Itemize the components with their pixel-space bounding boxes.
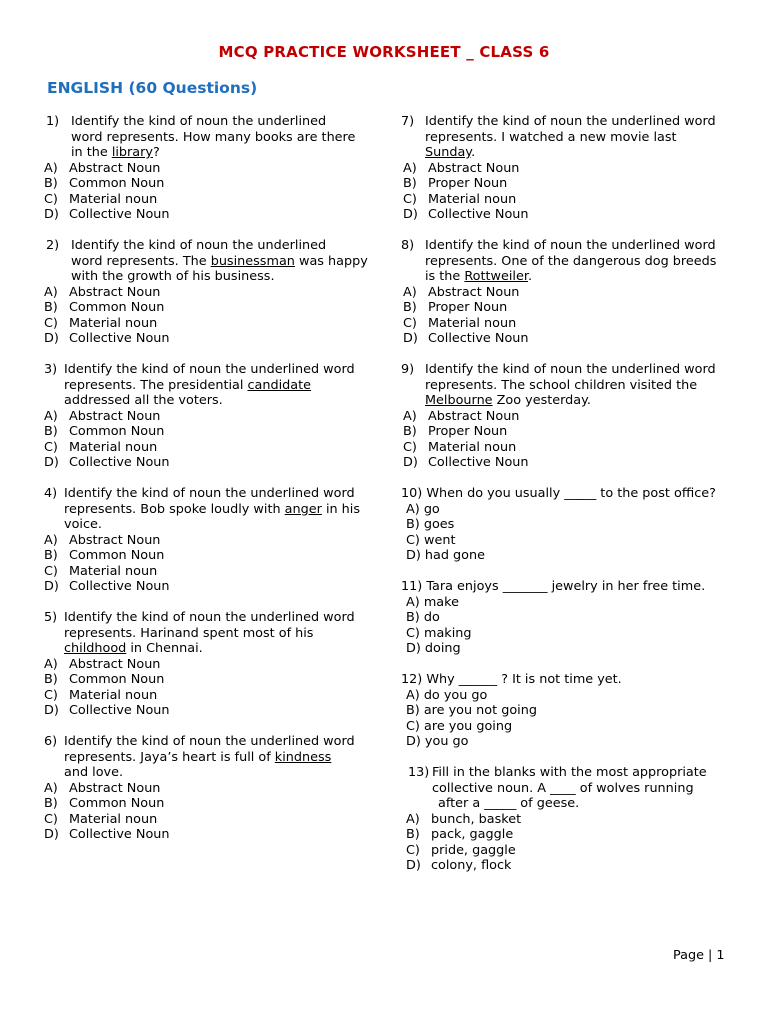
option-letter: A) xyxy=(403,408,417,424)
option-d: Collective Noun xyxy=(428,207,529,222)
underlined-word: Melbourne xyxy=(425,393,493,408)
page-title: MCQ PRACTICE WORKSHEET _ CLASS 6 xyxy=(218,43,550,61)
option-letter: D) xyxy=(44,703,59,718)
question-text: Identify the kind of noun the underlined word xyxy=(64,362,355,377)
question-text: . xyxy=(471,145,476,160)
question-text: Identify the kind of noun the underlined word xyxy=(425,362,716,377)
option-b: Common Noun xyxy=(69,672,165,687)
option-a: Abstract Noun xyxy=(69,656,161,672)
option-letter: B) xyxy=(44,796,58,811)
question-4 xyxy=(44,486,374,595)
option-d: Collective Noun xyxy=(428,455,529,470)
option-letter: C) xyxy=(403,191,417,207)
option-letter: D) xyxy=(403,455,418,470)
question-number: 4) xyxy=(44,486,58,501)
option-c: C) are you going xyxy=(406,718,513,734)
option-letter: D) xyxy=(44,331,59,346)
section-heading: ENGLISH (60 Questions) xyxy=(47,79,258,97)
question-number: 13) xyxy=(408,765,430,780)
question-text: and love. xyxy=(64,765,124,780)
option-letter: B) xyxy=(403,176,417,191)
option-c: Material noun xyxy=(69,563,158,579)
option-letter: C) xyxy=(44,687,58,703)
question-11 xyxy=(401,579,731,657)
question-text: 11) Tara enjoys _______ jewelry in her free time. xyxy=(401,579,706,594)
question-text: word represents. How many books are there xyxy=(71,129,356,145)
question-text: in his xyxy=(321,501,361,517)
option-a: Abstract Noun xyxy=(69,284,161,300)
question-number: 7) xyxy=(401,114,415,129)
option-c: Material noun xyxy=(69,315,158,331)
option-c: Material noun xyxy=(428,315,517,331)
question-text: in Chennai. xyxy=(126,641,203,656)
option-a: Abstract Noun xyxy=(428,408,520,424)
option-letter: C) xyxy=(406,842,420,858)
option-b: B) are you not going xyxy=(406,703,537,718)
option-letter: D) xyxy=(403,331,418,346)
option-d: Collective Noun xyxy=(69,455,170,470)
left-column xyxy=(44,114,374,858)
option-a: A) go xyxy=(406,501,440,517)
question-text: after a _____ of geese. xyxy=(438,796,580,811)
option-d: Collective Noun xyxy=(69,331,170,346)
option-letter: D) xyxy=(44,579,59,594)
question-13 xyxy=(401,765,731,874)
question-text: in the xyxy=(71,145,112,160)
question-text: represents. The presidential xyxy=(64,377,248,393)
question-text: Identify the kind of noun the underlined xyxy=(71,238,327,253)
option-letter: A) xyxy=(44,532,58,548)
question-text: Fill in the blanks with the most appropriate xyxy=(432,765,707,780)
option-letter: D) xyxy=(406,858,421,873)
underlined-word: anger xyxy=(284,501,322,517)
question-text: collective noun. A ____ of wolves running xyxy=(432,780,694,796)
option-letter: C) xyxy=(44,811,58,827)
question-10 xyxy=(401,486,731,564)
option-b: Proper Noun xyxy=(428,300,508,315)
question-7 xyxy=(401,114,731,223)
question-text: represents. One of the dangerous dog breeds xyxy=(425,253,717,269)
question-text: is the xyxy=(425,269,465,284)
option-c: C) making xyxy=(406,625,472,641)
option-letter: B) xyxy=(403,300,417,315)
underlined-word: Sunday xyxy=(425,145,472,160)
question-text: represents. The school children visited the xyxy=(425,377,698,393)
question-text: Identify the kind of noun the underlined word xyxy=(425,238,716,253)
question-text: represents. Harinand spent most of his xyxy=(64,625,314,641)
option-b: pack, gaggle xyxy=(431,827,514,842)
underlined-word: Rottweiler xyxy=(464,269,528,284)
option-a: Abstract Noun xyxy=(428,160,520,176)
question-5 xyxy=(44,610,374,719)
option-d: Collective Noun xyxy=(69,703,170,718)
option-d: Collective Noun xyxy=(69,207,170,222)
question-text: 12) Why ______ ? It is not time yet. xyxy=(401,672,622,687)
option-a: Abstract Noun xyxy=(69,160,161,176)
option-b: B) do xyxy=(406,610,440,625)
option-a: Abstract Noun xyxy=(69,780,161,796)
option-d: Collective Noun xyxy=(69,827,170,842)
option-letter: C) xyxy=(44,563,58,579)
option-letter: C) xyxy=(403,315,417,331)
option-b: Proper Noun xyxy=(428,424,508,439)
question-6 xyxy=(44,734,374,843)
option-d: colony, flock xyxy=(431,858,512,873)
option-letter: A) xyxy=(44,656,58,672)
option-letter: C) xyxy=(44,439,58,455)
question-number: 5) xyxy=(44,610,58,625)
question-12 xyxy=(401,672,731,750)
underlined-word: candidate xyxy=(247,377,312,393)
page-number: Page | 1 xyxy=(673,948,725,963)
option-c: Material noun xyxy=(69,811,158,827)
option-b: Proper Noun xyxy=(428,176,508,191)
question-text: Identify the kind of noun the underlined xyxy=(71,114,327,129)
option-d: D) had gone xyxy=(406,548,485,563)
option-b: Common Noun xyxy=(69,548,165,563)
option-letter: B) xyxy=(44,548,58,563)
option-letter: B) xyxy=(44,424,58,439)
option-b: B) goes xyxy=(406,517,455,532)
option-letter: D) xyxy=(44,207,59,222)
option-letter: C) xyxy=(44,315,58,331)
option-letter: B) xyxy=(403,424,417,439)
option-c: Material noun xyxy=(428,191,517,207)
question-text: . xyxy=(527,269,533,284)
question-1 xyxy=(44,114,374,223)
option-c: Material noun xyxy=(69,687,158,703)
option-a: Abstract Noun xyxy=(69,408,161,424)
question-number: 2) xyxy=(46,238,60,253)
option-letter: A) xyxy=(406,811,420,827)
question-text: represents. Bob spoke loudly with xyxy=(64,501,285,517)
question-text: Identify the kind of noun the underlined word xyxy=(64,734,355,749)
option-c: C) went xyxy=(406,532,456,548)
option-letter: B) xyxy=(44,300,58,315)
option-letter: D) xyxy=(44,455,59,470)
underlined-word: businessman xyxy=(210,253,295,269)
option-letter: A) xyxy=(44,780,58,796)
underlined-word: kindness xyxy=(274,749,332,765)
option-b: Common Noun xyxy=(69,424,165,439)
option-letter: D) xyxy=(403,207,418,222)
option-letter: A) xyxy=(44,160,58,176)
question-text: represents. Jaya’s heart is full of xyxy=(64,749,275,765)
question-9 xyxy=(401,362,731,471)
option-d: D) doing xyxy=(406,641,461,656)
question-number: 8) xyxy=(401,238,415,253)
option-a: A) make xyxy=(406,594,459,610)
question-text: with the growth of his business. xyxy=(71,269,275,284)
question-text: Identify the kind of noun the underlined word xyxy=(64,486,355,501)
question-text: Zoo yesterday. xyxy=(492,393,591,408)
question-number: 9) xyxy=(401,362,415,377)
question-number: 6) xyxy=(44,734,58,749)
question-text: voice. xyxy=(64,517,102,532)
question-text: represents. I watched a new movie last xyxy=(425,129,677,145)
option-letter: A) xyxy=(44,408,58,424)
option-letter: A) xyxy=(403,160,417,176)
right-column xyxy=(401,114,731,889)
option-letter: B) xyxy=(44,672,58,687)
option-d: Collective Noun xyxy=(428,331,529,346)
question-number: 3) xyxy=(44,362,58,377)
underlined-word: childhood xyxy=(64,641,127,656)
option-a: Abstract Noun xyxy=(428,284,520,300)
option-c: Material noun xyxy=(69,191,158,207)
option-letter: A) xyxy=(403,284,417,300)
question-text: 10) When do you usually _____ to the post office? xyxy=(401,486,716,501)
question-2 xyxy=(44,238,374,347)
question-text: ? xyxy=(152,145,160,160)
underlined-word: library xyxy=(111,145,153,160)
option-letter: C) xyxy=(403,439,417,455)
question-text: was happy xyxy=(294,253,368,269)
option-d: Collective Noun xyxy=(69,579,170,594)
option-letter: A) xyxy=(44,284,58,300)
question-3 xyxy=(44,362,374,471)
option-a: A) do you go xyxy=(406,687,488,703)
question-text: addressed all the voters. xyxy=(64,393,223,408)
option-b: Common Noun xyxy=(69,176,165,191)
option-letter: D) xyxy=(44,827,59,842)
option-d: D) you go xyxy=(406,734,469,749)
question-number: 1) xyxy=(46,114,60,129)
option-c: Material noun xyxy=(69,439,158,455)
option-b: Common Noun xyxy=(69,796,165,811)
option-a: Abstract Noun xyxy=(69,532,161,548)
option-c: Material noun xyxy=(428,439,517,455)
question-8 xyxy=(401,238,731,347)
question-text: word represents. The xyxy=(71,253,211,269)
option-letter: C) xyxy=(44,191,58,207)
option-c: pride, gaggle xyxy=(431,842,516,858)
option-letter: B) xyxy=(406,827,420,842)
option-b: Common Noun xyxy=(69,300,165,315)
question-text: Identify the kind of noun the underlined word xyxy=(425,114,716,129)
question-text: Identify the kind of noun the underlined word xyxy=(64,610,355,625)
option-letter: B) xyxy=(44,176,58,191)
option-a: bunch, basket xyxy=(431,811,522,827)
